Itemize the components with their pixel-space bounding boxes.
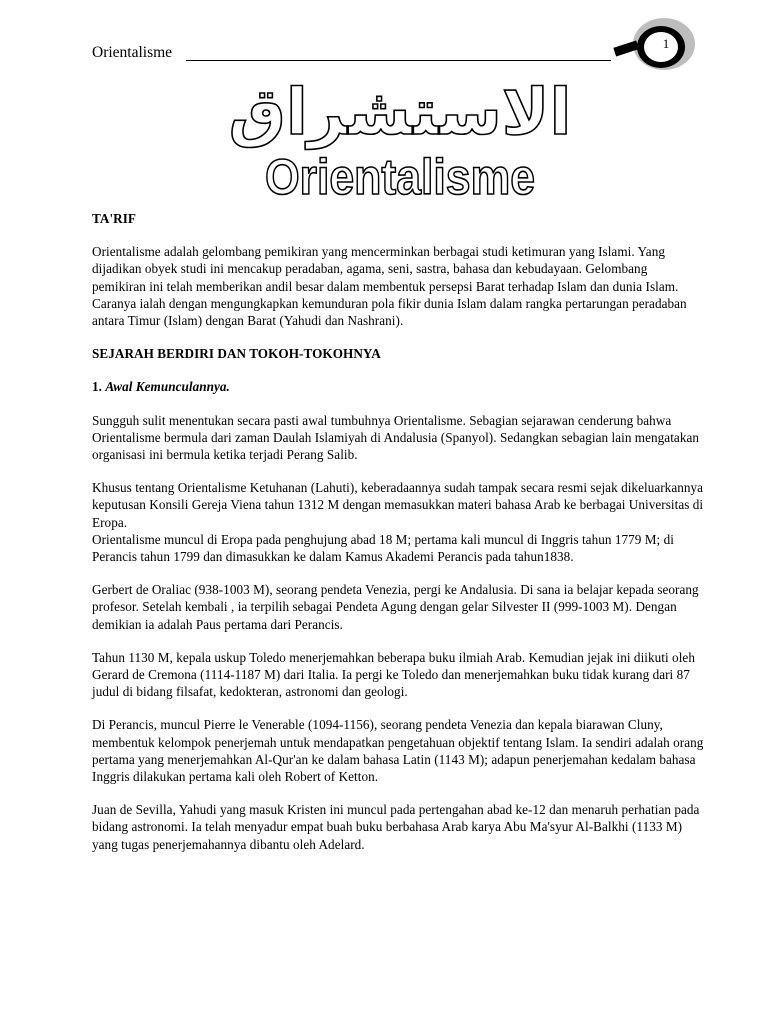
title-wordart [228, 70, 572, 205]
paragraph: Orientalisme muncul di Eropa pada penghujung abad 18 M; pertama kali muncul di Inggris tahun 1779 M; di Perancis tahun 1799 dan dimasukkan ke dalam Kamus Akademi Perancis pada tahun1838. [92, 531, 674, 565]
paragraph-tarif: Orientalisme adalah gelombang pemikiran yang mencerminkan berbagai studi ketimuran yang Islami. Yang dijadikan obyek studi ini mencakup peradaban, agama, seni, sastra, bahasa dan kebudayaan. Gelombang pemikiran ini telah memberikan andil besar dalam membentuk persepsi Barat terhadap Islam dan dunia Islam. Caranya ialah dengan mengungkapkan kemunduran pola fikir dunia Islam dalam rangka pertarungan peradaban antara Timur (Islam) dengan Barat (Yahudi dan Nashrani). [92, 244, 687, 329]
subheading-awal [92, 378, 704, 395]
running-header [92, 42, 612, 66]
subheading-number: 1. [92, 379, 102, 395]
subheading-title: Awal Kemunculannya. [105, 379, 230, 395]
paragraph: Tahun 1130 M, kepala uskup Toledo menerjemahkan beberapa buku ilmiah Arab. Kemudian jejak ini diikuti oleh Gerard de Cremona (1114-1187 M) dari Italia. Ia pergi ke Toledo dan menerjemahkan buku tidak kurang dari 87 judul di bidang filsafat, kedokteran, astronomi dan geologi. [92, 649, 695, 700]
page-number: 1 [662, 36, 670, 51]
section-heading-tarif: TA'RIF [92, 211, 137, 226]
latin-title: Orientalisme [265, 149, 535, 205]
header-title: Orientalisme [92, 44, 173, 61]
paragraph: Sungguh sulit menentukan secara pasti awal tumbuhnya Orientalisme. Sebagian sejarawan cenderung bahwa Orientalisme bermula dari zaman Daulah Islamiyah di Andalusia (Spanyol). Sedangkan sebagian lain mengatakan organisasi ini bermula ketika terjadi Perang Salib. [92, 412, 700, 463]
paragraph: Khusus tentang Orientalisme Ketuhanan (Lahuti), keberadaannya sudah tampak secara resmi sejak dikeluarkannya keputusan Konsili Gereja Viena tahun 1312 M dengan memasukkan materi bahasa Arab ke berbagai Universitas di Eropa. [92, 480, 704, 530]
header-rule [186, 60, 611, 61]
paragraph: Juan de Sevilla, Yahudi yang masuk Kristen ini muncul pada pertengahan abad ke-12 dan menaruh perhatian pada bidang astronomi. Ia telah menyadur empat buah buku berbahasa Arab karya Abu Ma'syur Al-Balkhi (1133 M) yang tugas penerjemahannya dibantu oleh Adelard. [92, 802, 700, 852]
paragraph: Gerbert de Oraliac (938-1003 M), seorang pendeta Venezia, pergi ke Andalusia. Di sana ia belajar kepada seorang profesor. Setelah kembali , ia terpilih sebagai Pendeta Agung dengan gelar Silvester II (999-1003 M). Dengan demikian ia adalah Paus pertama dari Perancis. [92, 582, 699, 632]
arabic-title: الاستشراق [228, 76, 572, 150]
paragraph: Di Perancis, muncul Pierre le Venerable (1094-1156), seorang pendeta Venezia dan kepala biarawan Cluny, membentuk kelompok penerjemah untuk mendapatkan pengetahuan objektif tentang Islam. Ia sendiri adalah orang pertama yang menerjemahkan Al-Qur'an ke dalam bahasa Latin (1143 M); adapun penerjemahan kedalam bahasa Inggris dilakukan pertama kali oleh Robert of Ketton. [92, 717, 704, 785]
document-body [92, 210, 704, 869]
section-heading-sejarah: SEJARAH BERDIRI DAN TOKOH-TOKOHNYA [92, 346, 381, 362]
